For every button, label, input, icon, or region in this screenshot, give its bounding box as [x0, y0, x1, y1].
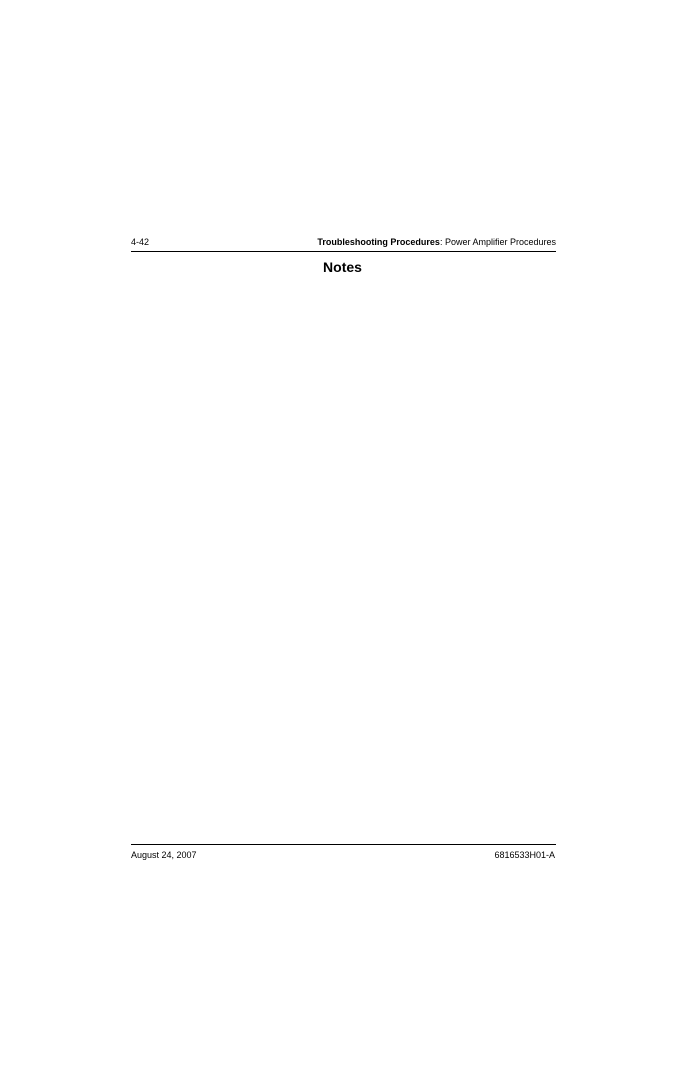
footer-date: August 24, 2007 — [131, 850, 197, 860]
header-subsection-title: Power Amplifier Procedures — [442, 237, 556, 247]
header-section-title: Troubleshooting Procedures — [317, 237, 440, 247]
notes-title: Notes — [323, 259, 362, 275]
footer-rule — [131, 844, 556, 845]
page-number: 4-42 — [131, 237, 150, 247]
footer-document-number: 6816533H01-A — [494, 850, 555, 860]
header-separator: : — [439, 237, 443, 247]
header-rule — [131, 251, 556, 252]
running-header — [317, 237, 556, 247]
